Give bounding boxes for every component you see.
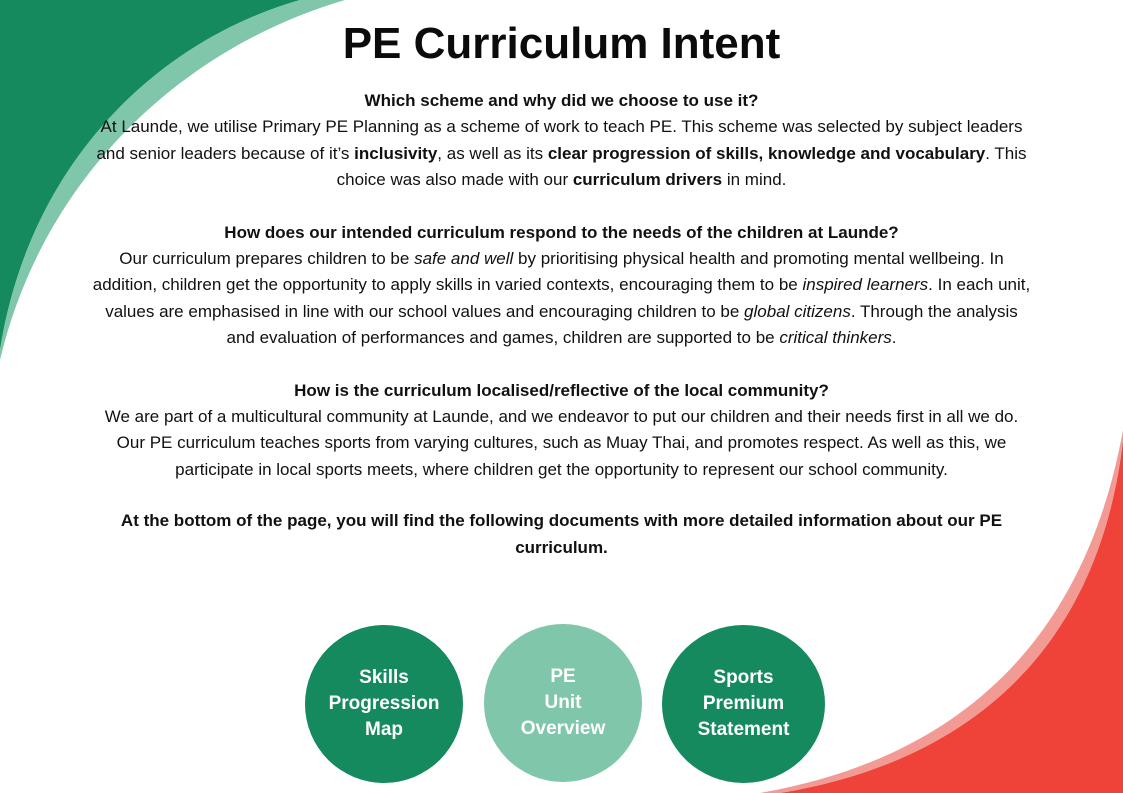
text-run: . In each unit, values are emphasised in line with our school values and encouraging children to be — [105, 275, 1031, 321]
document-label-line: Map — [365, 719, 403, 740]
text-run: We are part of a multicultural community at Launde, and we endeavor to put our children and their needs first in all we do. Our PE curriculum teaches sports from varying cultures, such as Muay Thai, and promotes respect. As well as this, we participate in local sports meets, where children get the opportunity to represent our school community. — [104, 406, 1019, 479]
document-label-line: Skills — [359, 667, 409, 688]
document-label — [329, 665, 440, 743]
text-run: . — [891, 328, 897, 347]
intent-content — [90, 16, 1033, 561]
section-question: How is the curriculum localised/reflective of the local community? — [294, 380, 829, 400]
skills-progression-map-button[interactable] — [305, 625, 463, 783]
section-question: How does our intended curriculum respond to the needs of the children at Launde? — [224, 222, 899, 242]
document-label — [521, 664, 606, 742]
italic-phrase: critical thinkers — [779, 328, 892, 347]
section-paragraph — [90, 114, 1033, 194]
text-run: in mind. — [722, 170, 787, 189]
bold-phrase: curriculum drivers — [572, 170, 723, 189]
text-run: . Through the analysis and evaluation of performances and games, children are supported to be — [226, 301, 1018, 347]
text-run: Our curriculum prepares children to be — [119, 248, 415, 268]
text-run: At Launde, we utilise Primary PE Planning as a scheme of work to teach PE. This scheme was selected by subject leaders and senior leaders because of it’s — [96, 117, 1023, 163]
text-run: by prioritising physical health and promoting mental wellbeing. In addition, children get the opportunity to apply skills in varied contexts, encouraging them to be — [92, 248, 1004, 294]
section-paragraph — [90, 404, 1033, 484]
italic-phrase: global citizens — [744, 301, 851, 321]
text-run: , as well as its — [437, 143, 548, 163]
document-label-line: Premium — [702, 693, 785, 714]
document-label-line: Sports — [713, 667, 774, 688]
section-needs — [90, 220, 1033, 352]
page-title: PE Curriculum Intent — [342, 19, 781, 68]
italic-phrase: inspired learners — [802, 275, 929, 294]
document-label-line: Unit — [544, 692, 582, 713]
bold-phrase: inclusivity — [354, 143, 438, 163]
section-community — [90, 378, 1033, 484]
document-label-line: Progression — [328, 693, 440, 714]
sports-premium-statement-button[interactable] — [662, 625, 825, 783]
pe-unit-overview-button[interactable] — [484, 624, 642, 782]
document-label-line: Statement — [697, 719, 790, 740]
document-label-line: PE — [550, 666, 576, 687]
section-scheme — [90, 88, 1033, 194]
document-label-line: Overview — [520, 718, 606, 739]
italic-phrase: safe and well — [414, 248, 514, 268]
section-paragraph — [90, 246, 1033, 352]
text-run: . This choice was also made with our — [336, 143, 1027, 189]
section-question: Which scheme and why did we choose to use it? — [364, 91, 759, 110]
document-label — [698, 665, 790, 743]
documents-note: At the bottom of the page, you will find the following documents with more detailed information about our PE curriculum. — [120, 511, 1003, 557]
bold-phrase: clear progression of skills, knowledge and vocabulary — [547, 143, 986, 163]
